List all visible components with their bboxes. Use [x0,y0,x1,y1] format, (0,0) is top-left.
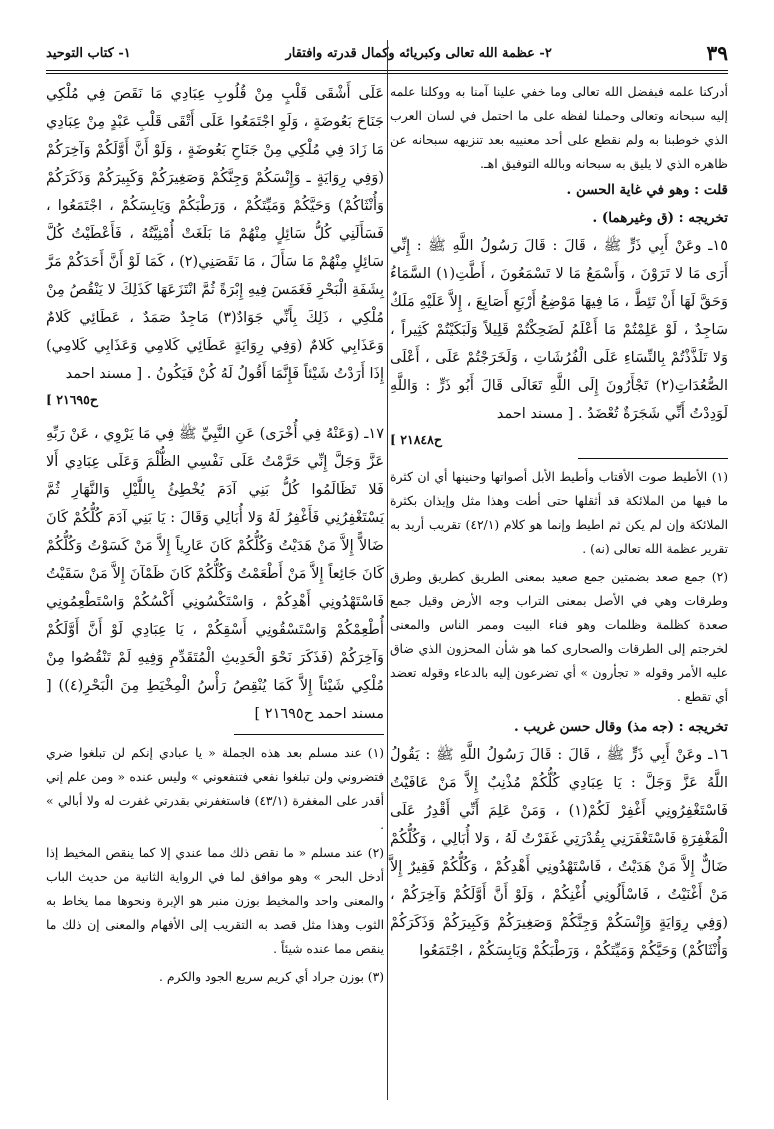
footnote-15-1: (١) الأطيط صوت الأقتاب وأطيط الأبل أصواتها وحنينها أي ان كثرة ما فيها من الملائكة قد أثقلها حتى أطت وهذا مثل وإيذان بكثرة الملائكة وإن لم يكن ثم اطيط وإنما هو كلام (٤٢/١) تقريب أريد به تقرير عظمة الله تعالى (نه) . [390,470,728,556]
hadith-16-reference: ح٢١٦٩٥ ] [46,392,98,407]
chapter-title: ٢- عظمة الله تعالى وكبريائه وكمال قدرته وافتقار [285,45,552,61]
footnote-rule-left [234,734,384,735]
right-column [390,80,728,965]
page-number: ٣٩ [706,41,728,65]
intro-paragraph: أدركنا علمه فبفضل الله تعالى وما خفي علينا آمنا به ووكلنا علمه إليه سبحانه وتعالى وحملنا لفظه على ما احتمل في لسان العرب الذي خوطبنا به ولم نقطع على أحد معنييه بعد تنزيهه سبحانه عن ظاهره الذي لا يليق به سبحانه وبالله التوفيق اهـ. [390,84,728,171]
left-column [46,80,384,993]
hadith-15-reference: ح٢١٨٤٨ ] [390,432,442,447]
footnote-16-3: (٣) بوزن جراد أي كريم سريع الجود والكرم . [159,970,384,984]
column-divider [387,40,388,1100]
qult-note: قلت : وهو في غاية الحسن . [566,182,728,198]
takhrij-15: تخريجه : (ق وغيرهما) . [592,210,728,226]
footnote-rule [578,458,728,459]
takhrij-16: تخريجه : (جه مذ) وقال حسن غريب . [514,719,728,735]
footnote-15-2: (٢) جمع صعد بضمتين جمع صعيد بمعنى الطريق كطريق وطرق وطرقات وهي في الأصل بمعنى التراب وجه الأرض وقيل جمع صعدة كظلمة وظلمات وهو فناء البيت وممر الناس والمعنى لخرجتم إلى الطرقات والصحارى كما هو شأن المحزون الذي ضاق عليه الأمر وقوله « تجأرون » أي تضرعون إليه بالدعاء وقوله تعضد أي تقطع . [390,570,728,704]
hadith-16: ١٦ـ وعَنْ أَبِي ذَرٍّ ﷺ ، قَالَ : قَالَ رَسُولُ اللَّهِ ﷺ : يَقُولُ اللَّهُ عَزَّ وَجَلَّ : يَا عِبَادِي كُلُّكُمْ مُذْنِبٌ إِلاَّ مَنْ عَافَيْتُ فَاسْتَغْفِرُونِي أَغْفِرْ لَكُمْ(١) ، وَمَنْ عَلِمَ أَنِّي أَقْدِرُ عَلَى الْمَغْفِرَةِ فَاسْتَغْفَرَنِي بِقُدْرَتِي غَفَرْتُ لَهُ ، وَلا أُبَالِي ، وَكُلُّكُمْ ضَالٌّ إِلاَّ مَنْ هَدَيْتُ ، فَاسْتَهْدُونِي أَهْدِكُمْ ، وَكُلُّكُمْ فَقِيرٌ إِلاَّ مَنْ أَغْنَيْتُ ، فَاسْأَلُونِي أُغْنِكُمْ ، وَلَوْ أَنَّ أَوَّلَكُمْ وَآخِرَكُمْ ، (وَفِي رِوَايَةٍ وَإِنْسَكُمْ وَجِنَّكُمْ وَصَغِيرَكُمْ وَكَبِيرَكُمْ وَذَكَرَكُمْ وَأُنْثَاكُمْ) وَحَيَّكُمْ وَمَيِّتَكُمْ ، وَرَطْبَكُمْ وَيَابِسَكُمْ ، اجْتَمَعُوا [390,747,728,959]
hadith-16-continued: عَلَى أَشْقَى قَلْبٍ مِنْ قُلُوبِ عِبَادِي مَا نَقَصَ فِي مُلْكِي جَنَاحَ بَعُوضَةٍ ، وَلَوِ اجْتَمَعُوا عَلَى أَتْقَى قَلْبِ عَبْدٍ مِنْ عِبَادِي مَا زَادَ فِي مُلْكِي مِنْ جَنَاحِ بَعُوضَةٍ ، وَلَوْ أَنَّ أَوَّلَكُمْ وَآخِرَكُمْ (وَفِي رِوَايَةٍ ـ وَإِنْسَكُمْ وَجِنَّكُمْ وَصَغِيرَكُمْ وَكَبِيرَكُمْ وَذَكَرَكُمْ وَأُنْثَاكُمْ) وَحَيَّكُمْ وَمَيِّتَكُمْ ، وَرَطْبَكُمْ وَيَابِسَكُمْ ، اجْتَمَعُوا ، فَسَأَلَنِي كُلُّ سَائِلٍ مِنْهُمْ مَا بَلَغَتْ أُمْنِيَّتُهُ ، فَأَعْطَيْتُ كُلَّ سَائِلٍ مِنْهُمْ مَا سَأَلَ ، مَا نَقَصَنِي(٢) ، كَمَا لَوْ أَنَّ أَحَدَكُمْ مَرَّ بِشَفَةِ الْبَحْرِ فَغَمَسَ فِيهِ إِبْرَةً ثُمَّ انْتَزَعَهَا كَذَلِكَ لا يَنْقُصُ مِنْ مُلْكِي ، ذَلِكَ بِأَنِّي جَوَادٌ(٣) مَاجِدٌ صَمَدٌ ، عَطَائِي كَلامٌ وَعَذَابِي كَلامٌ (وَفِي رِوَايَةٍ عَطَائِي كَلامِي وَعَذَابِي كَلامِي) إِذَا أَرَدْتُ شَيْئاً فَإِنَّمَا أَقُولُ لَهُ كُنْ فَيَكُونُ . [ مسند احمد [46,86,384,382]
spacer [46,412,384,420]
hadith-17: ١٧ـ (وَعَنْهُ فِي أُخْرَى) عَنِ النَّبِيِّ ﷺ فِي مَا يَرْوِي ، عَنْ رَبِّهِ عَزَّ وَجَلَّ إِنِّي حَرَّمْتُ عَلَى نَفْسِي الظُّلْمَ وَعَلَى عِبَادِي أَلا فَلا تَظَالَمُوا كُلُّ بَنِي آدَمَ يُخْطِئُ بِاللَّيْلِ وَالنَّهَارِ ثُمَّ يَسْتَغْفِرُنِي فَأَغْفِرُ لَهُ وَلا أُبَالِي وَقَالَ : يَا بَنِي آدَمَ كُلُّكُمْ كَانَ ضَالاًّ إِلاَّ مَنْ هَدَيْتُ وَكُلُّكُمْ كَانَ عَارِياً إِلاَّ مَنْ كَسَوْتُ وَكُلُّكُمْ كَانَ جَائِعاً إِلاَّ مَنْ أَطْعَمْتُ وَكُلُّكُمْ كَانَ ظَمْآنَ إِلاَّ مَنْ سَقَيْتُ فَاسْتَهْدُونِي أَهْدِكُمْ ، وَاسْتَكْسُونِي أَكْسُكُمْ وَاسْتَطْعِمُونِي أُطْعِمْكُمْ وَاسْتَسْقُونِي أَسْقِكُمْ ، يَا عِبَادِي لَوْ أَنَّ أَوَّلَكُمْ وَآخِرَكُمْ (فَذَكَرَ نَحْوَ الْحَدِيثِ الْمُتَقَدِّمِ وَفِيهِ لَمْ تَنْقُصُوا مِنْ مُلْكِي شَيْئاً إِلاَّ كَمَا يُنْقِصُ رَأْسُ الْمِخْيَطِ مِنَ الْبَحْرِ(٤)) [ مسند احمد ح٢١٦٩٥ ] [46,426,384,722]
hadith-15: ١٥ـ وعَنْ أَبِي ذَرٍّ ﷺ ، قَالَ : قَالَ رَسُولُ اللَّهِ ﷺ : إِنِّي أَرَى مَا لا تَرَوْنَ ، وَأَسْمَعُ مَا لا تَسْمَعُونَ ، أَطَّتِ(١) السَّمَاءُ وَحَقَّ لَهَا أَنْ تَئِطَّ ، مَا فِيهَا مَوْضِعُ أَرْبَعِ أَصَابِعَ ، إِلاَّ عَلَيْهِ مَلَكٌ سَاجِدٌ ، لَوْ عَلِمْتُمْ مَا أَعْلَمُ لَضَحِكْتُمْ قَلِيلاً وَلَبَكَيْتُمْ كَثِيراً ، وَلا تَلَذَّذْتُمْ بِالنِّسَاءِ عَلَى الْفُرُشَاتِ ، وَلَخَرَجْتُمْ عَلَى ، أَعْلَى الصُّعُدَاتِ(٢) تَجْأَرُونَ إِلَى اللَّهِ تَعَالَى قَالَ أَبُو ذَرٍّ : وَاللَّهِ لَوَدِدْتُ أَنِّي شَجَرَةٌ تُعْضَدُ . [ مسند احمد [390,238,728,422]
footnote-16-2: (٢) عند مسلم « ما نقص ذلك مما عندي إلا كما ينقص المخيط إذا أدخل البحر » وهو موافق لما في الرواية الثانية من حديث الباب والمعنى واحد والمخيط بوزن منبر هو الإبرة ونحوها مما يخاط به الثوب وهذا مثل قصد به التقريب إلى الأفهام والمعنى إن ذلك ما ينقص مما عنده شيئاً . [46,846,384,956]
book-title: ١- كتاب التوحيد [46,45,131,61]
footnote-16-1: (١) عند مسلم بعد هذه الجملة « يا عبادي إنكم لن تبلغوا ضري فتضروني ولن تبلغوا نفعي فتنفعوني » وليس عنده « ومن علم إني أقدر على المغفرة (٤٣/١) فاستغفرني بقدرتي غفرت له ولا أبالي » . [46,746,384,832]
